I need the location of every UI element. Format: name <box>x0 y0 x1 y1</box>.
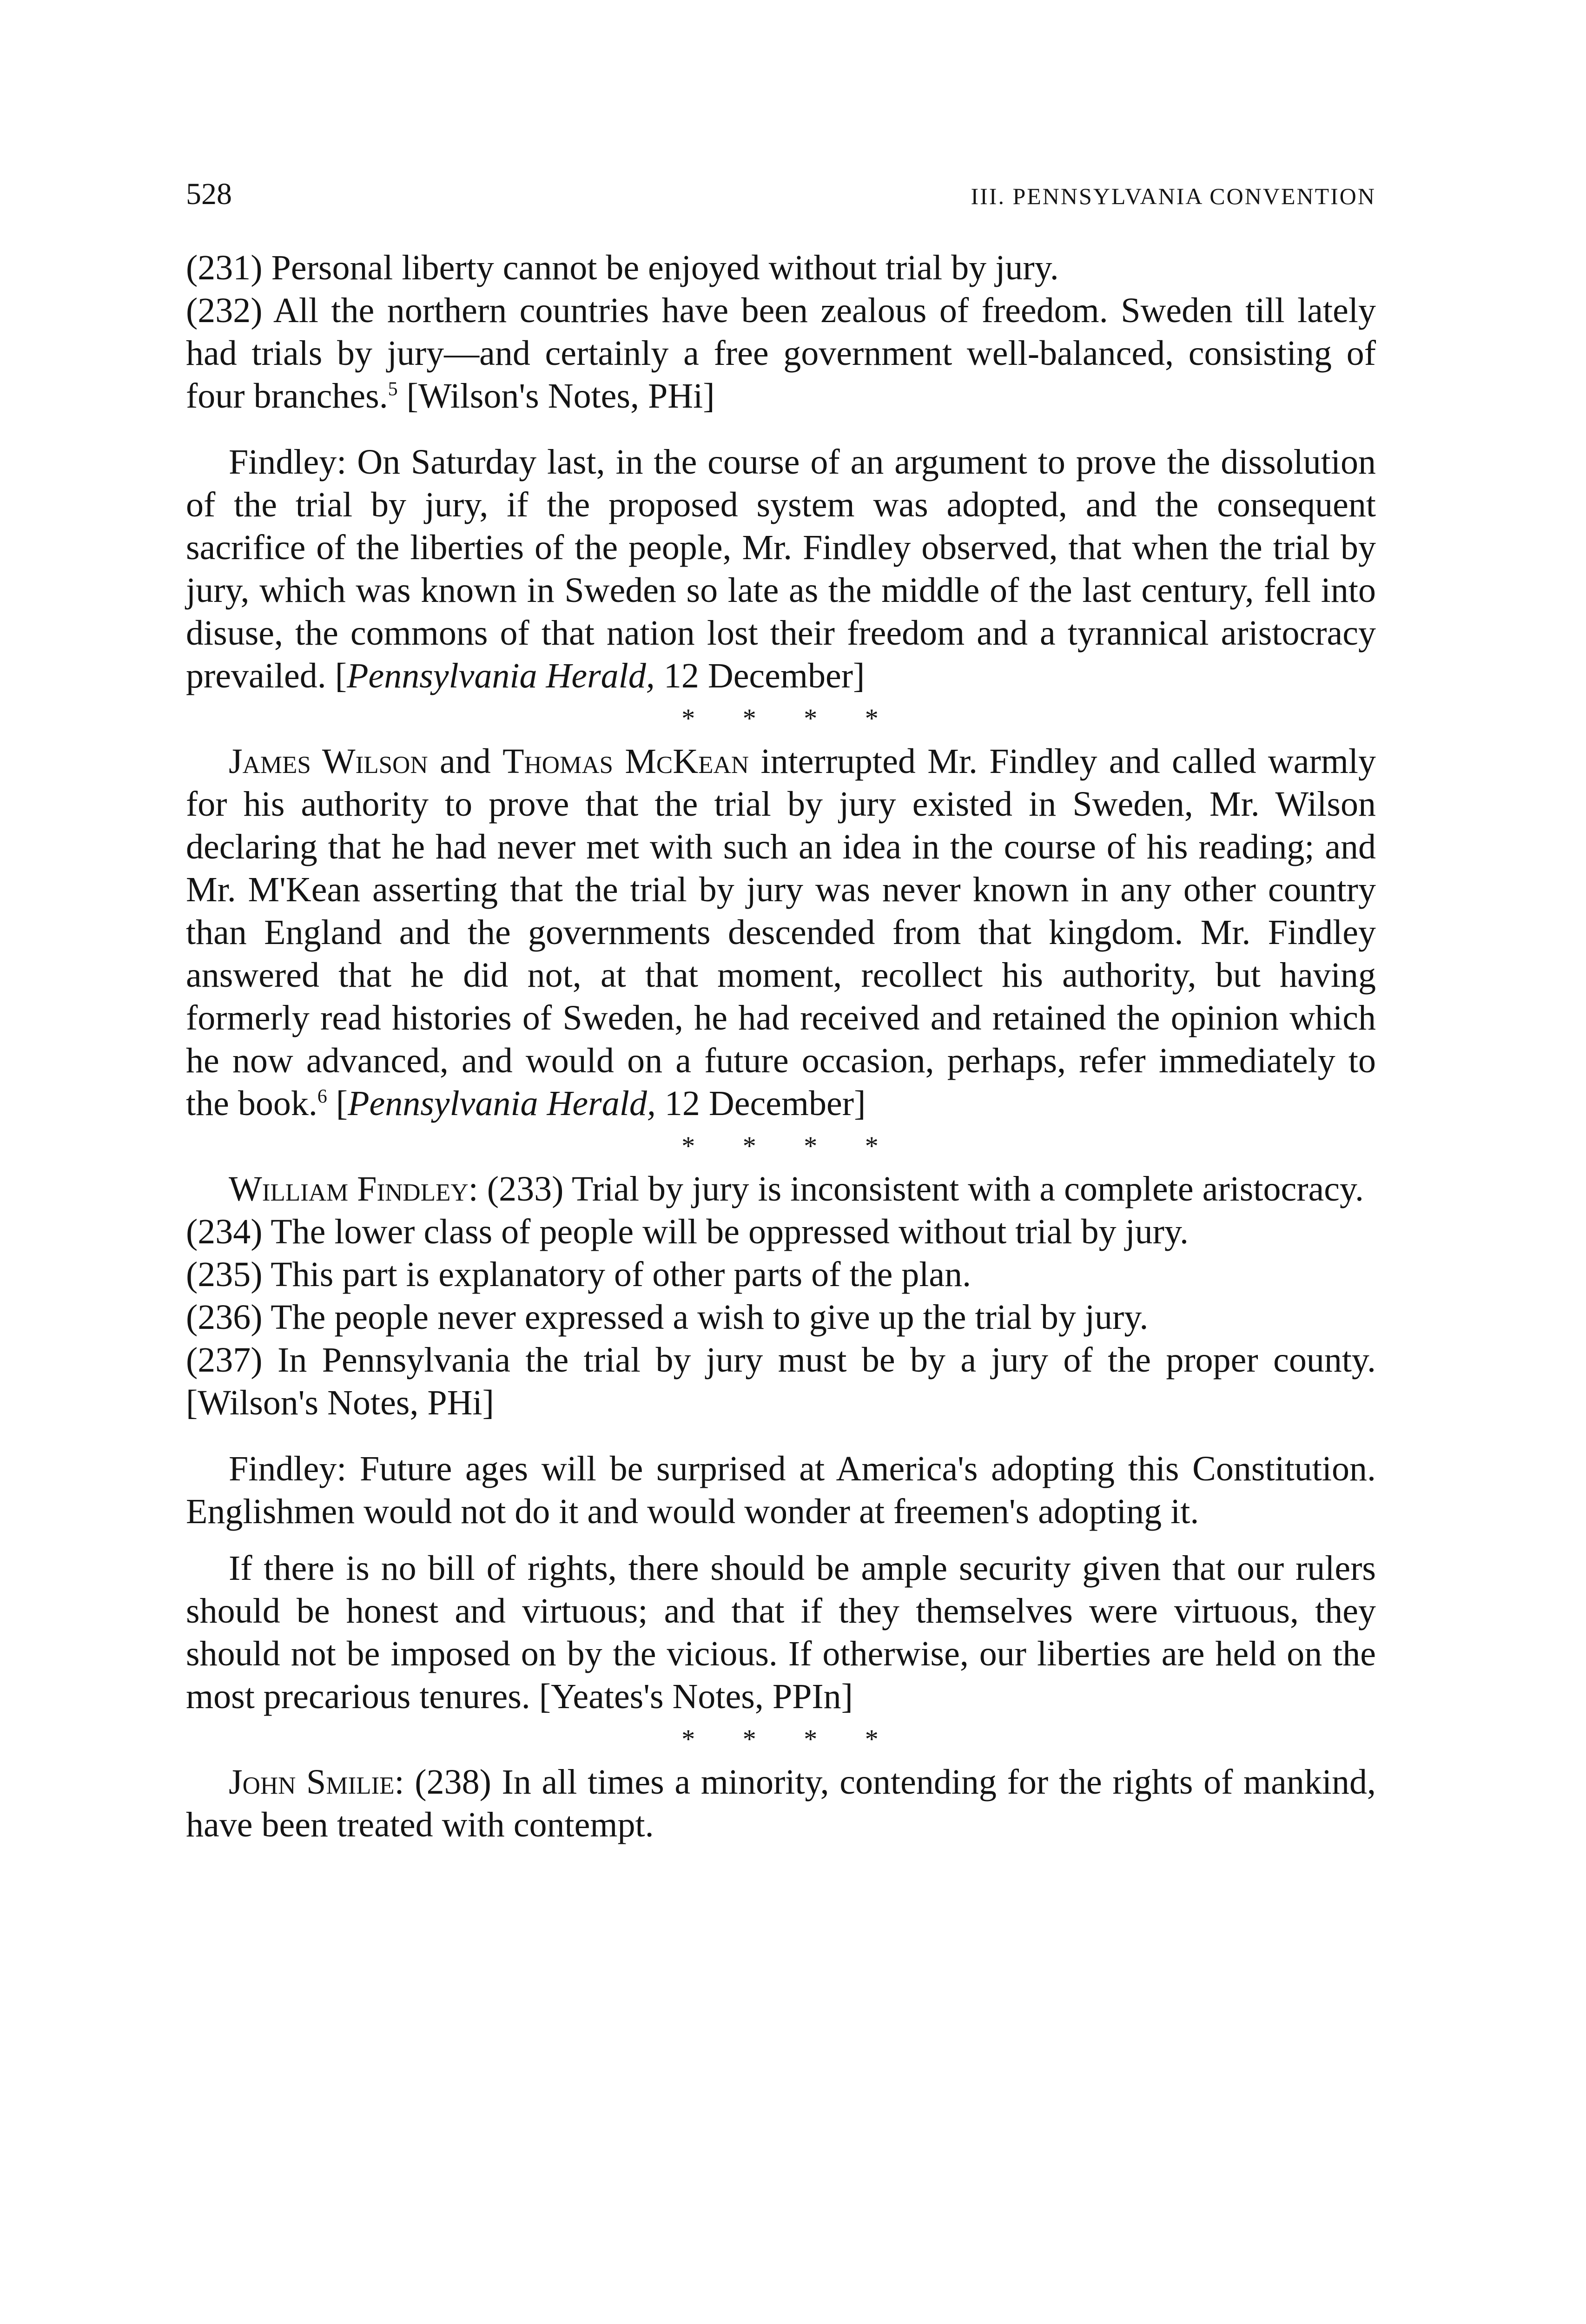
wilson-notes-block-1 <box>186 246 1376 417</box>
source-date: 12 December] <box>654 656 865 695</box>
paragraph-234: (234) The lower class of people will be oppressed without trial by jury. <box>186 1212 1189 1251</box>
paragraph-235: (235) This part is explanatory of other parts of the plan. <box>186 1255 971 1294</box>
footnote-marker-5: 5 <box>388 378 398 400</box>
source-citation: [Wilson's Notes, PHi] <box>397 376 715 416</box>
yeates-paragraph-1: Findley: Future ages will be surprised at America's adopting this Constitution. Englishmen would not do it and would wonder at freemen's adopting it. <box>186 1449 1376 1531</box>
paragraph-233 <box>186 1168 1376 1210</box>
yeates-paragraph-2: If there is no bill of rights, there should be ample security given that our rulers should be honest and virtuous; and that if they themselves were virtuous, they should not be imposed on by the vicious. If otherwise, our liberties are held on the most precarious tenures. [Yeates's Notes, PPIn] <box>186 1549 1376 1716</box>
speaker-name: William Findley <box>229 1169 469 1208</box>
herald-paragraph-1 <box>186 441 1376 697</box>
paragraph-237: (237) In Pennsylvania the trial by jury must be by a jury of the proper county. [Wilson's Notes, PHi] <box>186 1340 1376 1422</box>
herald-paragraph-2 <box>186 740 1376 1125</box>
smilie-paragraph <box>186 1761 1376 1846</box>
document-page <box>186 177 1376 1846</box>
paragraph-233-text: : (233) Trial by jury is inconsistent with a complete aristocracy. <box>468 1169 1364 1208</box>
smilie-text: : (238) In all times a minority, contending for the rights of mankind, have been treated with contempt. <box>186 1763 1376 1844</box>
yeates-notes-block <box>186 1447 1376 1718</box>
wilson-notes-block-2 <box>186 1168 1376 1424</box>
paragraph-236: (236) The people never expressed a wish to give up the trial by jury. <box>186 1298 1149 1337</box>
source-date: 12 December] <box>655 1084 866 1123</box>
footnote-marker-6: 6 <box>317 1086 327 1108</box>
bracket-open: [ <box>327 1084 348 1123</box>
section-separator: * * * * <box>681 1724 899 1754</box>
paragraph-231 <box>186 246 1376 289</box>
page-header <box>186 177 1376 246</box>
paragraph-232 <box>186 289 1376 417</box>
page-number: 528 <box>186 177 232 211</box>
paragraph-232-text: (232) All the northern countries have been zealous of freedom. Sweden till lately had trials by jury—and certainly a free government well-balanced, consisting of four branches. <box>186 291 1376 416</box>
herald-text-1: Findley: On Saturday last, in the course of an argument to prove the dissolution of the trial by jury, if the proposed system was adopted, and the consequent sacrifice of the liberties of the people, Mr. Findley observed, that when the trial by jury, which was known in Sweden so late as the middle of the last century, fell into disuse, the commons of that nation lost their freedom and a tyrannical aristocracy prevailed. <box>186 442 1376 695</box>
paragraph-231-text: (231) Personal liberty cannot be enjoyed without trial by jury. <box>186 248 1059 287</box>
conjunction: and <box>428 742 503 781</box>
source-title: Pennsylvania Herald, <box>347 656 655 695</box>
speaker-name: Thomas McKean <box>502 742 749 781</box>
bracket-open: [ <box>335 656 347 695</box>
section-separator: * * * * <box>681 1131 899 1161</box>
speaker-name: James Wilson <box>229 742 428 781</box>
speaker-name: John Smilie <box>229 1763 395 1802</box>
running-head: III. PENNSYLVANIA CONVENTION <box>971 183 1376 209</box>
source-title: Pennsylvania Herald, <box>348 1084 656 1123</box>
section-separator: * * * * <box>681 703 899 733</box>
herald-text-2: interrupted Mr. Findley and called warmly for his authority to prove that the trial by jury existed in Sweden, Mr. Wilson declaring that he had never met with such an idea in the course of his reading; and Mr. M'Kean asserting that the trial by jury was never known in any other country than England and the governments descended from that kingdom. Mr. Findley answered that he did not, at that moment, recollect his authority, but having formerly read histories of Sweden, he had received and retained the opinion which he now advanced, and would on a future occasion, perhaps, refer immediately to the book. <box>186 742 1376 1123</box>
